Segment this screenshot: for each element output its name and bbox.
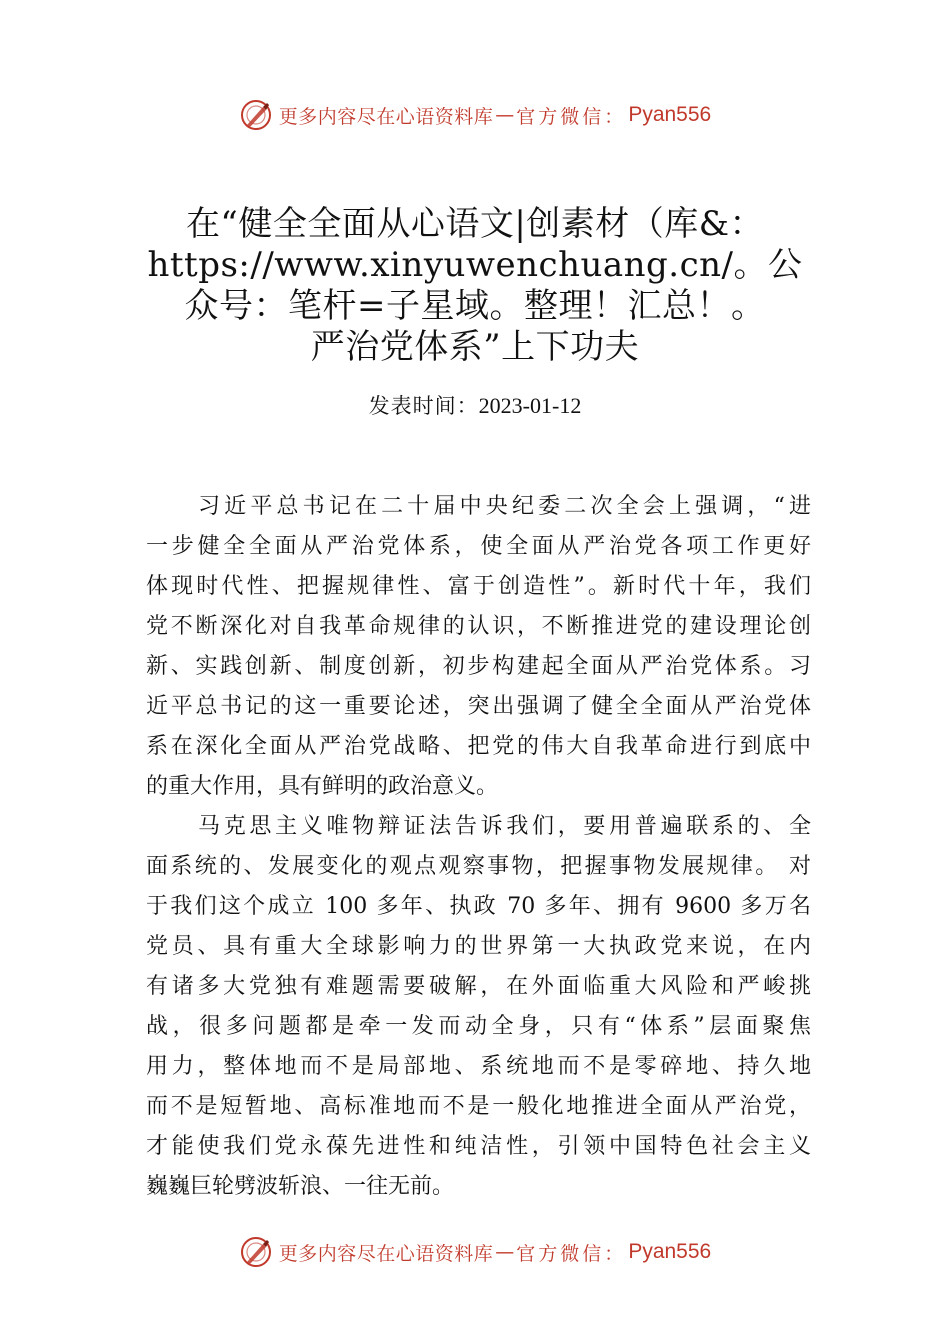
banner-slogan: 更多内容尽在心语资料库 bbox=[278, 105, 494, 128]
paragraph-line: 习近平总书记在二十届中央纪委二次全会上强调，“进 bbox=[198, 494, 811, 519]
title-line: https://www.xinyuwenchuang.cn/。公 bbox=[147, 245, 803, 285]
banner-separator: — bbox=[495, 1241, 515, 1263]
paragraph-line: 党不断深化对自我革命规律的认识，不断推进党的建设理论创 bbox=[146, 614, 811, 639]
paragraph-line: 党员、具有重大全球影响力的世界第一大执政党来说，在内 bbox=[146, 934, 811, 959]
paragraph-line: 体现时代性、把握规律性、富于创造性”。新时代十年，我们 bbox=[146, 574, 811, 599]
paragraph-line: 一步健全全面从严治党体系，使全面从严治党各项工作更好 bbox=[146, 534, 811, 559]
paragraph bbox=[146, 487, 811, 807]
banner-slogan: 更多内容尽在心语资料库 bbox=[278, 1242, 494, 1265]
paragraph-line: 近平总书记的这一重要论述，突出强调了健全全面从严治党体 bbox=[146, 694, 811, 719]
paragraph-line: 于我们这个成立 100 多年、执政 70 多年、拥有 9600 多万名 bbox=[146, 894, 811, 919]
paragraph-line: 用力，整体地而不是局部地、系统地而不是零碎地、持久地 bbox=[146, 1054, 811, 1079]
pen-logo-icon bbox=[239, 1235, 273, 1269]
paragraph-line: 马克思主义唯物辩证法告诉我们，要用普遍联系的、全 bbox=[198, 814, 811, 839]
header-banner bbox=[0, 95, 950, 135]
footer-banner bbox=[0, 1232, 950, 1272]
title-line: 在“健全全面从心语文|创素材（库&： bbox=[185, 204, 765, 244]
publish-date-label: 发表时间： bbox=[368, 394, 479, 418]
title-line: 严治党体系”上下功夫 bbox=[310, 327, 640, 367]
publish-date-value: 2023-01-12 bbox=[478, 393, 582, 418]
banner-wechat-id: Pyan556 bbox=[628, 1240, 712, 1263]
pen-logo-icon bbox=[239, 98, 273, 132]
publish-date bbox=[0, 390, 950, 420]
paragraph-line: 才能使我们党永葆先进性和纯洁性，引领中国特色社会主义 bbox=[146, 1134, 811, 1159]
banner-separator: — bbox=[495, 104, 515, 126]
article-body bbox=[146, 487, 811, 1207]
banner-wechat-label: 官方微信： bbox=[516, 1242, 627, 1265]
banner-wechat-label: 官方微信： bbox=[516, 105, 627, 128]
banner-wechat-id: Pyan556 bbox=[628, 103, 712, 126]
title-line: 众号：笔杆=子星域。整理！汇总！。 bbox=[184, 286, 766, 326]
paragraph-line: 而不是短暂地、高标准地而不是一般化地推进全面从严治党， bbox=[146, 1094, 811, 1119]
paragraph-line: 有诸多大党独有难题需要破解，在外面临重大风险和严峻挑 bbox=[146, 974, 811, 999]
paragraph-line: 的重大作用，具有鲜明的政治意义。 bbox=[146, 774, 499, 799]
paragraph-line: 战，很多问题都是牵一发而动全身，只有“体系”层面聚焦 bbox=[146, 1014, 811, 1039]
paragraph-line: 巍巍巨轮劈波斩浪、一往无前。 bbox=[146, 1174, 455, 1199]
document-title bbox=[100, 204, 850, 368]
paragraph-line: 面系统的、发展变化的观点观察事物，把握事物发展规律。 对 bbox=[146, 854, 811, 879]
paragraph bbox=[146, 807, 811, 1207]
paragraph-line: 系在深化全面从严治党战略、把党的伟大自我革命进行到底中 bbox=[146, 734, 811, 759]
paragraph-line: 新、实践创新、制度创新，初步构建起全面从严治党体系。习 bbox=[146, 654, 811, 679]
